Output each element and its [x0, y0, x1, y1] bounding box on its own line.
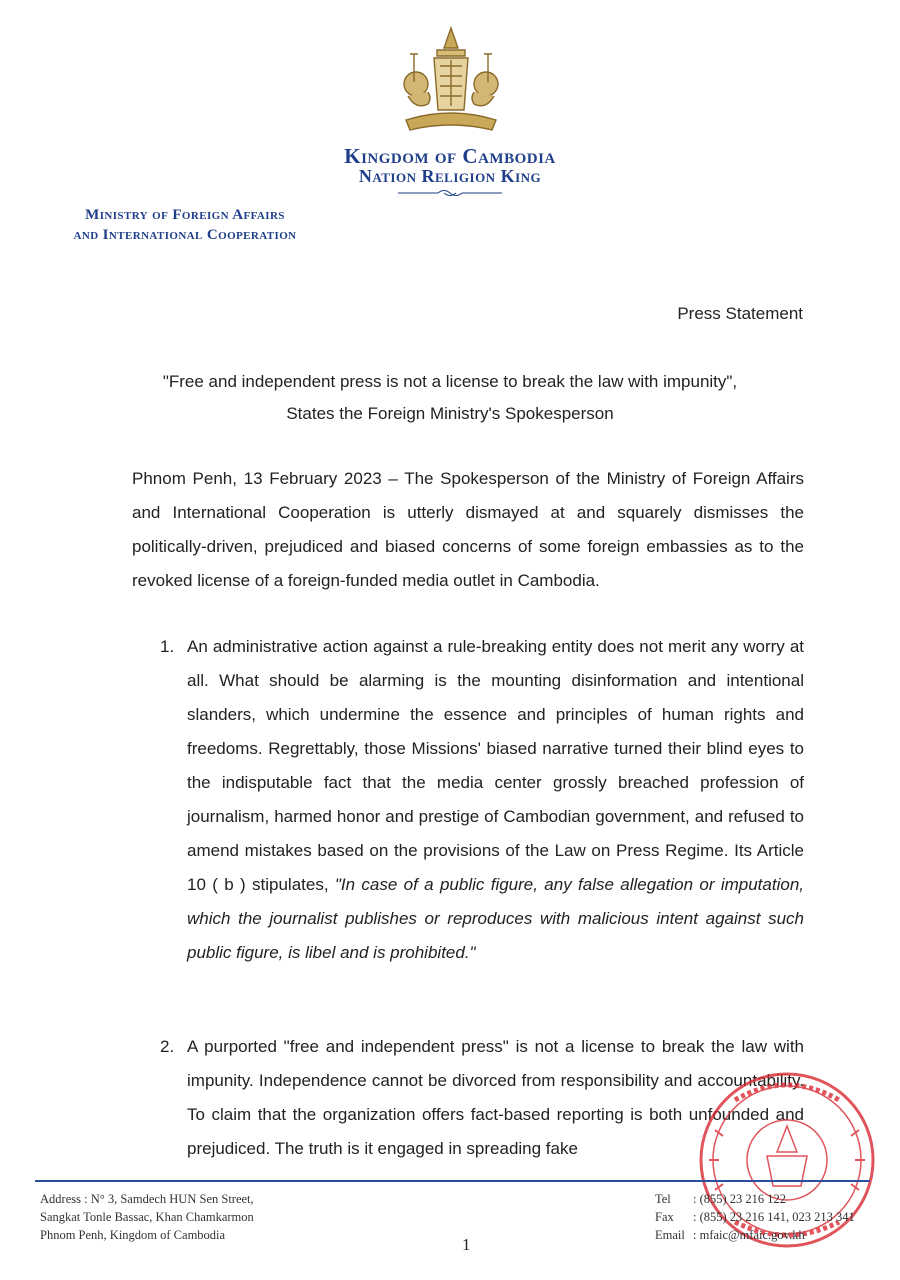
tel-value: : (855) 23 216 122: [693, 1192, 787, 1206]
list-item-number: 2.: [160, 1037, 175, 1056]
ornament-divider-icon: [398, 188, 502, 198]
ministry-name-line1: Ministry of Foreign Affairs: [85, 207, 285, 223]
law-quote: "In case of a public figure, any false allegation or imputation, which the journalist publishes or reproduces with malicious intent against such public figure, is libel and is prohibited.": [187, 875, 804, 962]
royal-coat-of-arms-icon: [392, 24, 510, 138]
address-line: Sangkat Tonle Bassac, Khan Chamkarmon: [40, 1210, 254, 1224]
footer-address: [40, 1190, 360, 1244]
list-item-text: A purported "free and independent press" is not a license to break the law with impunity. Independence cannot be divorced from responsibility and accountability. To claim that the organization offers fact-based reporting is both unfounded and prejudiced. The truth is it engaged in spreading fake: [187, 1037, 804, 1158]
national-motto: Nation Religion King: [358, 166, 542, 186]
list-item-number: 1.: [160, 637, 175, 656]
footer-contact: [655, 1190, 885, 1244]
email-value: : mfaic@mfaic.gov.kh: [693, 1228, 805, 1242]
document-type-label: Press Statement: [677, 304, 803, 323]
list-item-body: An administrative action against a rule-breaking entity does not merit any worry at all. What should be alarming is the mounting disinformation and intentional slanders, which undermine the essence and principles of human rights and freedoms. Regrettably, those Missions' biased narrative turned their blind eyes to the indisputable fact that the media center grossly breached profession of journalism, harmed honor and prestige of Cambodian government, and refused to amend mistakes based on the provisions of the Law on Press Regime. Its Article 10 ( b ) stipulates,: [187, 637, 804, 894]
intro-paragraph: Phnom Penh, 13 February 2023 – The Spokesperson of the Ministry of Foreign Affairs and International Cooperation is utterly dismayed at and squarely dismisses the politically-driven, prejudiced and biased concerns of some foreign embassies as to the revoked license of a foreign-funded media outlet in Cambodia.: [132, 469, 804, 590]
tel-label: Tel: [655, 1192, 671, 1206]
address-line: Phnom Penh, Kingdom of Cambodia: [40, 1228, 226, 1242]
list-item: [160, 630, 804, 970]
list-item-text: [187, 630, 804, 970]
headline-line2: States the Foreign Ministry's Spokesperson: [286, 404, 614, 423]
fax-value: : (855) 23 216 141, 023 213 341: [693, 1210, 855, 1224]
fax-label: Fax: [655, 1210, 674, 1224]
page-number: 1: [462, 1235, 471, 1254]
country-name: Kingdom of Cambodia: [344, 144, 556, 168]
address-line: Address : N° 3, Samdech HUN Sen Street,: [40, 1192, 254, 1206]
ministry-name-line2: and International Cooperation: [73, 227, 297, 243]
headline-line1: "Free and independent press is not a license to break the law with impunity",: [162, 372, 738, 391]
footer-divider: [35, 1180, 870, 1182]
email-label: Email: [655, 1228, 685, 1242]
